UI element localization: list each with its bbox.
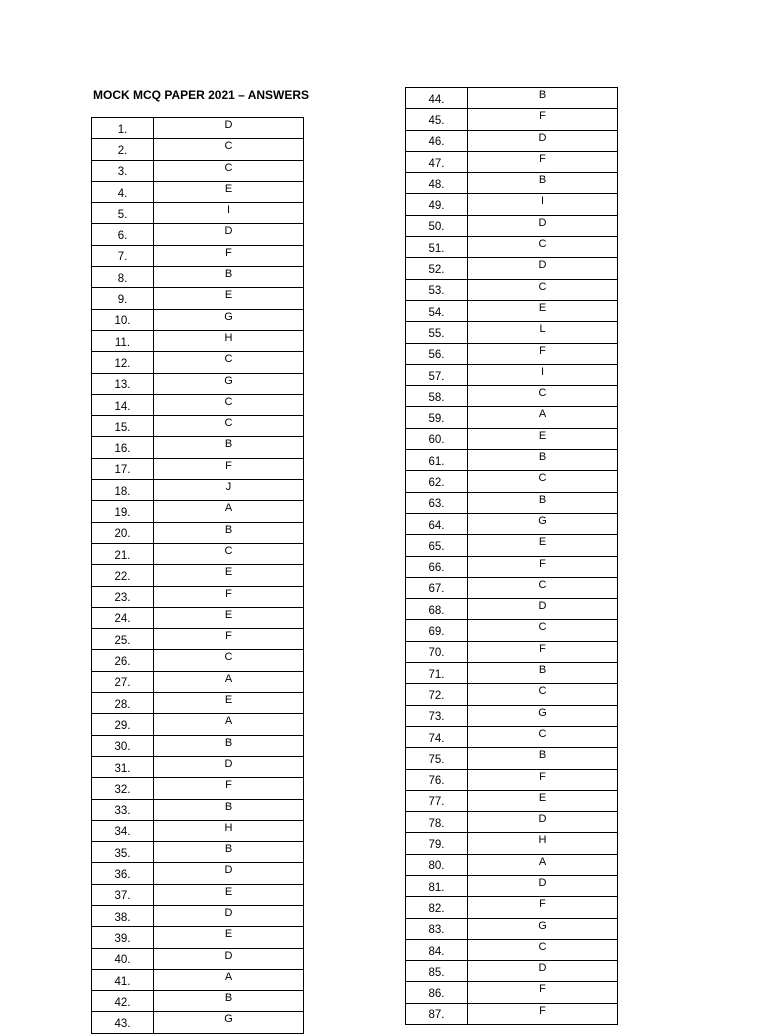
question-number: 74. [406, 726, 468, 747]
answer-letter: B [468, 450, 618, 471]
answer-letter: D [154, 118, 304, 139]
answer-letter: E [154, 288, 304, 309]
answer-letter: B [154, 991, 304, 1012]
question-number: 32. [92, 778, 154, 799]
question-number: 40. [92, 948, 154, 969]
question-number: 3. [92, 160, 154, 181]
answer-letter: A [468, 407, 618, 428]
question-number: 6. [92, 224, 154, 245]
answer-row [92, 543, 304, 564]
question-number: 26. [92, 650, 154, 671]
answer-letter: F [468, 769, 618, 790]
answer-row [92, 458, 304, 479]
answer-row [92, 118, 304, 139]
question-number: 28. [92, 693, 154, 714]
answer-letter: E [154, 607, 304, 628]
answer-row [92, 863, 304, 884]
answer-letter: H [154, 820, 304, 841]
answer-letter: C [154, 160, 304, 181]
answer-letter: E [468, 428, 618, 449]
answer-letter: F [468, 109, 618, 130]
question-number: 70. [406, 641, 468, 662]
question-number: 76. [406, 769, 468, 790]
question-number: 29. [92, 714, 154, 735]
answer-row [406, 407, 618, 428]
answer-letter: B [154, 267, 304, 288]
answer-letter: G [154, 1012, 304, 1033]
question-number: 80. [406, 854, 468, 875]
answer-letter: D [154, 948, 304, 969]
answer-row [406, 854, 618, 875]
answer-row [92, 799, 304, 820]
answer-letter: E [154, 565, 304, 586]
answer-row [406, 684, 618, 705]
answer-row [92, 693, 304, 714]
answer-row [92, 948, 304, 969]
answer-row [92, 842, 304, 863]
question-number: 38. [92, 905, 154, 926]
answer-row [92, 437, 304, 458]
question-number: 83. [406, 918, 468, 939]
answer-letter: A [154, 671, 304, 692]
question-number: 11. [92, 330, 154, 351]
answer-letter: C [468, 726, 618, 747]
question-number: 72. [406, 684, 468, 705]
answer-row [406, 513, 618, 534]
answer-letter: B [154, 735, 304, 756]
answer-row [92, 820, 304, 841]
answer-letter: C [154, 394, 304, 415]
answer-row [406, 88, 618, 109]
question-number: 81. [406, 875, 468, 896]
answer-letter: B [468, 492, 618, 513]
question-number: 64. [406, 513, 468, 534]
answer-letter: C [154, 139, 304, 160]
answer-letter: D [154, 863, 304, 884]
answer-row [92, 352, 304, 373]
answer-letter: B [154, 522, 304, 543]
question-number: 34. [92, 820, 154, 841]
answer-letter: F [154, 586, 304, 607]
answer-row [92, 501, 304, 522]
question-number: 7. [92, 245, 154, 266]
question-number: 27. [92, 671, 154, 692]
answer-row [406, 790, 618, 811]
answer-row [92, 778, 304, 799]
answer-row [92, 607, 304, 628]
question-number: 78. [406, 812, 468, 833]
answer-row [92, 905, 304, 926]
answer-row [92, 927, 304, 948]
question-number: 12. [92, 352, 154, 373]
answer-letter: C [468, 471, 618, 492]
question-number: 48. [406, 173, 468, 194]
answer-row [406, 599, 618, 620]
answer-row [406, 279, 618, 300]
answer-letter: H [468, 833, 618, 854]
answer-letter: D [468, 130, 618, 151]
answer-letter: F [468, 897, 618, 918]
question-number: 75. [406, 748, 468, 769]
answer-row [406, 535, 618, 556]
question-number: 68. [406, 599, 468, 620]
question-number: 63. [406, 492, 468, 513]
answer-row [92, 671, 304, 692]
answer-row [92, 629, 304, 650]
answer-letter: C [468, 684, 618, 705]
answer-letter: E [154, 927, 304, 948]
answer-row [406, 492, 618, 513]
answer-letter: B [154, 437, 304, 458]
answer-letter: C [154, 543, 304, 564]
answer-row [406, 364, 618, 385]
answer-letter: D [468, 812, 618, 833]
answer-letter: E [154, 884, 304, 905]
answer-letter: E [154, 693, 304, 714]
question-number: 20. [92, 522, 154, 543]
answer-row [406, 812, 618, 833]
answer-letter: B [468, 88, 618, 109]
answer-letter: L [468, 322, 618, 343]
question-number: 73. [406, 705, 468, 726]
answer-letter: B [468, 173, 618, 194]
question-number: 79. [406, 833, 468, 854]
answer-letter: D [154, 224, 304, 245]
question-number: 35. [92, 842, 154, 863]
question-number: 69. [406, 620, 468, 641]
question-number: 22. [92, 565, 154, 586]
answer-row [92, 756, 304, 777]
answer-row [406, 215, 618, 236]
answer-row [92, 565, 304, 586]
answer-letter: A [154, 714, 304, 735]
answer-letter: D [468, 961, 618, 982]
question-number: 42. [92, 991, 154, 1012]
answer-row [92, 203, 304, 224]
answer-letter: F [468, 151, 618, 172]
answer-row [406, 386, 618, 407]
answer-letter: F [468, 343, 618, 364]
question-number: 52. [406, 258, 468, 279]
answer-letter: D [154, 905, 304, 926]
question-number: 37. [92, 884, 154, 905]
answer-letter: D [154, 756, 304, 777]
answer-row [92, 160, 304, 181]
answer-letter: F [468, 641, 618, 662]
question-number: 2. [92, 139, 154, 160]
question-number: 41. [92, 969, 154, 990]
answer-table-body [406, 88, 618, 1025]
question-number: 39. [92, 927, 154, 948]
question-number: 82. [406, 897, 468, 918]
answer-letter: E [468, 790, 618, 811]
answer-row [406, 237, 618, 258]
answer-letter: C [468, 279, 618, 300]
question-number: 61. [406, 450, 468, 471]
answer-letter: C [154, 650, 304, 671]
question-number: 85. [406, 961, 468, 982]
answer-letter: I [468, 364, 618, 385]
answer-row [406, 173, 618, 194]
answer-row [406, 471, 618, 492]
answer-row [406, 556, 618, 577]
question-number: 14. [92, 394, 154, 415]
question-number: 53. [406, 279, 468, 300]
answer-row [92, 330, 304, 351]
answer-letter: B [468, 748, 618, 769]
question-number: 55. [406, 322, 468, 343]
question-number: 65. [406, 535, 468, 556]
answer-row [92, 522, 304, 543]
answer-letter: I [154, 203, 304, 224]
answer-row [92, 991, 304, 1012]
question-number: 18. [92, 480, 154, 501]
answer-letter: G [468, 918, 618, 939]
answer-row [406, 641, 618, 662]
answer-row [406, 450, 618, 471]
answer-letter: G [154, 309, 304, 330]
answer-row [92, 480, 304, 501]
answer-letter: D [468, 215, 618, 236]
answer-letter: C [154, 416, 304, 437]
answer-row [406, 258, 618, 279]
question-number: 86. [406, 982, 468, 1003]
answer-letter: C [468, 237, 618, 258]
question-number: 13. [92, 373, 154, 394]
answer-row [406, 130, 618, 151]
answer-row [406, 875, 618, 896]
answer-row [406, 428, 618, 449]
question-number: 33. [92, 799, 154, 820]
answer-letter: G [154, 373, 304, 394]
answer-letter: F [468, 982, 618, 1003]
question-number: 47. [406, 151, 468, 172]
answer-row [406, 109, 618, 130]
answer-table-right [405, 87, 618, 1025]
answer-letter: B [468, 663, 618, 684]
answer-row [406, 833, 618, 854]
question-number: 67. [406, 577, 468, 598]
answer-row [92, 416, 304, 437]
question-number: 31. [92, 756, 154, 777]
answer-row [92, 884, 304, 905]
question-number: 1. [92, 118, 154, 139]
question-number: 30. [92, 735, 154, 756]
question-number: 60. [406, 428, 468, 449]
answer-letter: A [154, 501, 304, 522]
question-number: 59. [406, 407, 468, 428]
answer-row [406, 194, 618, 215]
answer-row [406, 663, 618, 684]
question-number: 43. [92, 1012, 154, 1033]
answer-letter: C [154, 352, 304, 373]
answer-letter: F [154, 629, 304, 650]
answer-row [406, 726, 618, 747]
question-number: 23. [92, 586, 154, 607]
answer-row [406, 961, 618, 982]
answer-row [406, 897, 618, 918]
answer-row [406, 322, 618, 343]
answer-row [92, 139, 304, 160]
answer-letter: E [468, 535, 618, 556]
answer-row [92, 309, 304, 330]
answer-row [92, 373, 304, 394]
answer-row [92, 224, 304, 245]
question-number: 77. [406, 790, 468, 811]
question-number: 24. [92, 607, 154, 628]
question-number: 51. [406, 237, 468, 258]
answer-row [92, 288, 304, 309]
answer-letter: D [468, 258, 618, 279]
answer-letter: C [468, 620, 618, 641]
question-number: 15. [92, 416, 154, 437]
answer-letter: B [154, 799, 304, 820]
question-number: 25. [92, 629, 154, 650]
question-number: 50. [406, 215, 468, 236]
answer-row [92, 394, 304, 415]
question-number: 66. [406, 556, 468, 577]
question-number: 49. [406, 194, 468, 215]
answer-row [406, 748, 618, 769]
question-number: 5. [92, 203, 154, 224]
answer-row [406, 151, 618, 172]
answer-letter: H [154, 330, 304, 351]
answer-row [92, 586, 304, 607]
answer-letter: F [154, 245, 304, 266]
answer-letter: C [468, 386, 618, 407]
answer-row [406, 939, 618, 960]
answer-row [92, 181, 304, 202]
answer-row [92, 969, 304, 990]
answer-letter: G [468, 705, 618, 726]
question-number: 62. [406, 471, 468, 492]
question-number: 8. [92, 267, 154, 288]
answer-row [406, 982, 618, 1003]
answer-letter: E [154, 181, 304, 202]
answer-row [92, 650, 304, 671]
question-number: 16. [92, 437, 154, 458]
answer-letter: B [154, 842, 304, 863]
question-number: 4. [92, 181, 154, 202]
answer-row [406, 705, 618, 726]
answer-row [406, 918, 618, 939]
answer-row [406, 769, 618, 790]
answer-table-left [91, 117, 304, 1034]
question-number: 57. [406, 364, 468, 385]
answer-letter: F [154, 778, 304, 799]
question-number: 54. [406, 300, 468, 321]
document-title: MOCK MCQ PAPER 2021 – ANSWERS [93, 88, 310, 102]
answer-row [406, 1003, 618, 1024]
answer-letter: D [468, 599, 618, 620]
answer-letter: E [468, 300, 618, 321]
answer-letter: C [468, 939, 618, 960]
answer-row [92, 714, 304, 735]
question-number: 44. [406, 88, 468, 109]
question-number: 19. [92, 501, 154, 522]
answer-letter: A [468, 854, 618, 875]
question-number: 87. [406, 1003, 468, 1024]
answer-letter: F [468, 1003, 618, 1024]
question-number: 84. [406, 939, 468, 960]
question-number: 36. [92, 863, 154, 884]
question-number: 56. [406, 343, 468, 364]
question-number: 46. [406, 130, 468, 151]
answer-row [92, 267, 304, 288]
answer-letter: D [468, 875, 618, 896]
answer-row [406, 343, 618, 364]
answer-letter: A [154, 969, 304, 990]
question-number: 9. [92, 288, 154, 309]
answer-letter: F [468, 556, 618, 577]
question-number: 17. [92, 458, 154, 479]
answer-row [406, 300, 618, 321]
question-number: 71. [406, 663, 468, 684]
answer-row [92, 1012, 304, 1033]
question-number: 58. [406, 386, 468, 407]
answer-letter: F [154, 458, 304, 479]
answer-table-body [92, 118, 304, 1034]
answer-letter: I [468, 194, 618, 215]
question-number: 21. [92, 543, 154, 564]
answer-letter: J [154, 480, 304, 501]
answer-letter: C [468, 577, 618, 598]
answer-row [406, 620, 618, 641]
question-number: 10. [92, 309, 154, 330]
answer-letter: G [468, 513, 618, 534]
answer-row [92, 245, 304, 266]
answer-row [92, 735, 304, 756]
question-number: 45. [406, 109, 468, 130]
answer-row [406, 577, 618, 598]
